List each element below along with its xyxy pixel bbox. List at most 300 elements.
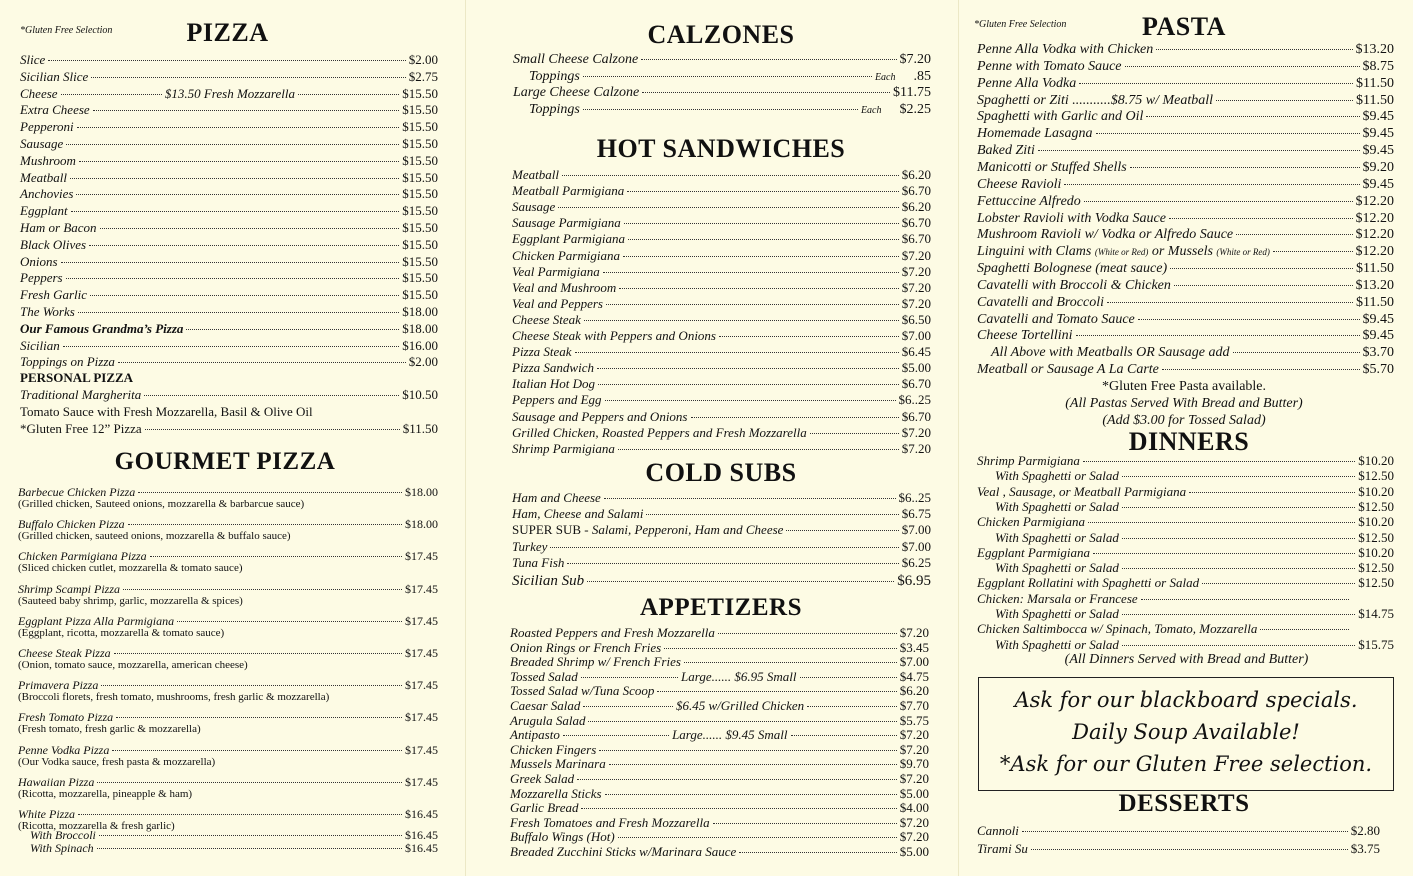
menu-item-sausage-parmigiana	[512, 215, 931, 231]
menu-item-name: Ham, Cheese and Salami	[512, 506, 644, 522]
item-size-options: $6.45 w/Grilled Chicken	[676, 698, 805, 713]
menu-item-name: Mozzarella Sticks	[510, 785, 602, 801]
menu-item-name: Chicken Fingers	[510, 741, 597, 757]
menu-item-price: $11.50	[1356, 92, 1394, 108]
menu-item-fresh-garlic	[20, 287, 438, 303]
pasta-heading: PASTA	[1142, 12, 1226, 41]
menu-item-price: $17.45	[405, 710, 438, 725]
menu-item-veal-sausage-or-meatball-parmigiana	[977, 484, 1394, 500]
menu-item-with-spaghetti-or-salad	[995, 560, 1394, 576]
menu-item-name: Sausage and Peppers and Onions	[512, 408, 688, 424]
menu-item-price: $11.50	[1356, 294, 1394, 310]
menu-item-price: $7.20	[901, 424, 931, 440]
menu-item-price: $6.70	[901, 376, 931, 392]
menu-item-name: Penne Alla Vodka with Chicken	[977, 42, 1154, 57]
menu-item-spaghetti-bolognese-meat-sauce	[977, 261, 1394, 277]
menu-item-price: $3.75	[1350, 841, 1380, 856]
menu-item-peppers-and-egg	[512, 392, 931, 408]
menu-item-name: Cheese Steak with Peppers and Onions	[512, 328, 716, 343]
menu-item-veal-parmigiana	[512, 264, 931, 280]
menu-item-price: $9.45	[1362, 328, 1394, 344]
menu-item-fresh-tomatoes-and-fresh-mozzarella	[510, 815, 929, 831]
menu-item-price: $12.50	[1358, 468, 1394, 484]
menu-item-price: $5.00	[899, 785, 929, 801]
menu-item-price: $7.20	[899, 771, 929, 786]
pasta-note-gluten: *Gluten Free Pasta available.	[1101, 379, 1267, 394]
menu-item-name: Fresh Garlic	[20, 287, 88, 303]
menu-item-eggplant	[20, 203, 438, 219]
desserts-heading: DESSERTS	[1118, 790, 1250, 817]
menu-item-our-famous-grandma-s-pizza	[20, 321, 438, 337]
menu-item-spaghetti-with-garlic-and-oil	[977, 109, 1394, 125]
menu-item-price: $15.50	[402, 85, 439, 101]
gourmet-item-description: (Grilled chicken, Sauteed onions, mozzarella & barbarcue sauce)	[18, 498, 305, 510]
menu-item-price: $17.45	[405, 613, 438, 628]
menu-item-name: Black Olives	[20, 236, 87, 252]
menu-item-breaded-zucchini-sticks-w-marinara-sauce	[510, 844, 929, 860]
menu-item-name: Eggplant Parmigiana	[512, 231, 626, 247]
menu-item-pizza-sandwich	[512, 360, 931, 376]
menu-item-chicken-parmigiana	[512, 248, 931, 264]
menu-item-price: $14.75	[1358, 606, 1394, 621]
pasta-note-salad: (Add $3.00 for Tossed Salad)	[1102, 413, 1266, 428]
menu-item-ham-and-cheese	[512, 490, 931, 506]
menu-item-price: $10.20	[1358, 544, 1394, 560]
menu-item-name: Cavatelli and Tomato Sauce	[977, 311, 1135, 327]
item-note: (White or Red)	[1094, 247, 1149, 258]
cold-subs-heading: COLD SUBS	[645, 458, 797, 487]
menu-item-name: Tossed Salad	[510, 668, 578, 684]
gourmet-item-description: (Sauteed baby shrimp, garlic, mozzarella & spices)	[18, 594, 243, 607]
menu-item-tossed-salad-w-tuna-scoop	[510, 683, 929, 699]
menu-item-price: $4.75	[899, 668, 929, 684]
menu-item-toppings	[529, 102, 931, 118]
menu-item-name	[512, 522, 783, 537]
menu-item-price: $3.70	[1362, 345, 1394, 361]
menu-item-price: $15.50	[402, 186, 438, 202]
menu-item-price: $12.50	[1358, 529, 1394, 545]
menu-item-with-spaghetti-or-salad	[995, 499, 1394, 515]
menu-item-small-cheese-calzone	[513, 52, 931, 68]
menu-item-large-cheese-calzone	[513, 85, 931, 101]
menu-item-name: Onion Rings or French Fries	[510, 639, 662, 655]
menu-item-price: $7.20	[901, 295, 931, 311]
menu-item-price: $7.20	[899, 741, 929, 757]
appetizers-heading: APPETIZERS	[640, 594, 802, 621]
menu-item-cavatelli-and-broccoli	[977, 295, 1394, 311]
menu-item-tirami-su	[977, 841, 1380, 857]
menu-item-name: Sausage	[20, 136, 64, 151]
menu-item-name	[977, 244, 1270, 260]
menu-item-mushroom	[20, 153, 438, 169]
menu-item-ham-or-bacon	[20, 220, 438, 236]
menu-item-price: $17.45	[405, 742, 438, 757]
menu-item-cavatelli-with-broccoli-chicken	[977, 278, 1394, 294]
menu-item-price: $15.50	[402, 102, 438, 118]
menu-item-name: Sausage Parmigiana	[512, 215, 621, 231]
menu-item-price: $17.45	[405, 774, 438, 789]
menu-item-black-olives	[20, 237, 438, 253]
menu-item-name: Fresh Tomatoes and Fresh Mozzarella	[510, 814, 710, 830]
menu-item-name: Veal and Peppers	[512, 295, 603, 311]
menu-item-italian-hot-dog	[512, 376, 931, 392]
menu-item-name: Homemade Lasagna	[977, 126, 1093, 142]
menu-item-price: $15.75	[1358, 636, 1394, 652]
menu-item-name: Sausage	[512, 199, 556, 215]
menu-item-name: Cavatelli with Broccoli & Chicken	[977, 277, 1171, 293]
menu-item-price: $15.50	[402, 203, 438, 219]
item-size-options: Large...... $6.95 Small	[681, 668, 797, 684]
menu-item-toppings-on-pizza	[20, 354, 438, 370]
menu-item-grilled-chicken-roasted-peppers-and-fresh-mozzarella	[512, 425, 931, 441]
specials-line-soup: Daily Soup Available!	[1072, 720, 1300, 744]
menu-item-name: Shrimp Parmigiana	[512, 440, 615, 456]
menu-item-price: .85	[913, 68, 931, 84]
menu-item-price: $7.20	[899, 727, 930, 743]
menu-item-slice	[20, 52, 438, 68]
menu-item-name: Cannoli	[977, 823, 1019, 838]
specials-box	[978, 677, 1394, 791]
menu-item-price: $12.20	[1355, 210, 1394, 226]
menu-column-sandwiches	[465, 0, 959, 876]
menu-item-name: Roasted Peppers and Fresh Mozzarella	[510, 625, 715, 640]
menu-item-price: $11.50	[1356, 75, 1394, 91]
menu-item-name: Veal , Sausage, or Meatball Parmigiana	[977, 483, 1187, 499]
menu-item-name: Antipasto	[510, 727, 560, 743]
menu-item-name: Breaded Zucchini Sticks w/Marinara Sauce	[510, 844, 737, 859]
menu-item-price: $11.75	[893, 85, 931, 100]
menu-item-price: $9.45	[1362, 176, 1394, 192]
menu-item-veal-and-peppers	[512, 296, 931, 312]
menu-item-price: $7.20	[899, 52, 931, 67]
menu-item-turkey	[512, 539, 931, 555]
menu-item-price: $6..25	[898, 490, 931, 505]
menu-item-price: $7.20	[901, 440, 931, 456]
gourmet-item-description: (Sliced chicken cutlet, mozzarella & tomato sauce)	[18, 562, 243, 575]
menu-item-price: $2.00	[408, 52, 438, 67]
menu-item-name: With Spaghetti or Salad	[995, 636, 1119, 652]
menu-item-penne-with-tomato-sauce	[977, 59, 1394, 75]
menu-item-name: Sicilian	[20, 337, 60, 353]
menu-item-tossed-salad	[510, 669, 929, 685]
menu-item-price: $7.20	[899, 829, 929, 845]
menu-item-name: Grilled Chicken, Roasted Peppers and Fresh Mozzarella	[512, 424, 807, 440]
menu-item-the-works	[20, 304, 438, 320]
menu-item-name: Veal Parmigiana	[512, 263, 600, 279]
menu-item-salami-pepperoni-ham-and-cheese	[512, 522, 931, 538]
menu-item-price: $15.50	[402, 119, 438, 135]
specials-line-gluten: *Ask for our Gluten Free selection.	[999, 752, 1373, 776]
menu-item-price: $7.20	[901, 263, 931, 279]
menu-item-price: $5.70	[1362, 362, 1394, 378]
menu-item-price: $12.20	[1355, 193, 1394, 209]
menu-item-name: Baked Ziti	[977, 143, 1035, 159]
menu-item-traditional-margherita	[20, 387, 438, 403]
menu-item-price: $12.20	[1355, 244, 1394, 260]
menu-item-price: $7.20	[899, 814, 929, 830]
menu-item-price: $11.50	[1356, 261, 1394, 277]
menu-item-mozzarella-sticks	[510, 786, 929, 802]
menu-item-name: With Spaghetti or Salad	[995, 529, 1119, 545]
gluten-free-note-pasta: *Gluten Free Selection	[974, 19, 1067, 30]
menu-item-penne-alla-vodka-with-chicken	[977, 42, 1394, 58]
menu-item-name: Cheese Steak	[512, 311, 581, 327]
item-each: Each	[874, 71, 896, 83]
menu-item-name: Traditional Margherita	[20, 387, 142, 402]
menu-item-with-spinach	[30, 841, 438, 857]
menu-item-spaghetti-or-ziti-8-75-w-meatball	[977, 93, 1394, 109]
menu-item-antipasto	[510, 727, 929, 743]
menu-item-price: $17.45	[405, 678, 438, 693]
menu-item-price: $10.20	[1358, 514, 1394, 530]
menu-item-price: $2.00	[408, 354, 438, 370]
menu-item-veal-and-mushroom	[512, 280, 931, 296]
menu-item-price: $12.50	[1358, 575, 1394, 591]
menu-item-name: Cheese Steak Pizza	[18, 646, 111, 660]
menu-item-name: Tuna Fish	[512, 554, 565, 570]
menu-item-price: $6.20	[899, 683, 929, 699]
menu-item-price: $5.00	[899, 844, 929, 859]
menu-item-name: Tossed Salad w/Tuna Scoop	[510, 683, 655, 699]
menu-item-name: Meatball	[512, 167, 559, 182]
menu-item-price: $12.20	[1355, 227, 1394, 243]
menu-item-price: $15.50	[402, 136, 438, 151]
menu-item-price: $7.20	[899, 625, 929, 640]
menu-item-name: With Spaghetti or Salad	[995, 560, 1119, 576]
menu-item-homemade-lasagna	[977, 126, 1394, 142]
item-note: (White or Red)	[1216, 247, 1270, 258]
menu-item-name: Our Famous Grandma’s Pizza	[20, 320, 184, 336]
menu-item-price: $12.50	[1358, 560, 1394, 576]
menu-item-name: Cheese	[20, 85, 58, 101]
menu-item-name: Manicotti or Stuffed Shells	[977, 159, 1127, 175]
menu-item-price: $6.45	[901, 344, 931, 360]
menu-item-chicken-saltimbocca-w-spinach-tomato-mozzarella	[977, 621, 1349, 637]
menu-item-price: $5.00	[901, 360, 931, 376]
menu-item-name: Veal and Mushroom	[512, 279, 617, 295]
menu-item-name: Chicken Parmigiana	[512, 247, 620, 263]
menu-item-tuna-fish	[512, 555, 931, 571]
menu-item-name: Peppers and Egg	[512, 392, 602, 408]
menu-item-price: $5.75	[899, 712, 929, 728]
menu-item-price: $6.70	[901, 183, 931, 199]
menu-item-lobster-ravioli-with-vodka-sauce	[977, 211, 1394, 227]
dinners-heading: DINNERS	[1128, 427, 1250, 456]
menu-item-onion-rings-or-french-fries	[510, 640, 929, 656]
menu-item-cannoli	[977, 823, 1380, 839]
menu-item-mushroom-ravioli-w-vodka-or-alfredo-sauce	[977, 227, 1394, 243]
menu-item-garlic-bread	[510, 800, 929, 816]
menu-item-name: Meatball or Sausage A La Carte	[977, 362, 1159, 378]
menu-item-name: With Spaghetti or Salad	[995, 468, 1119, 484]
menu-item-price: $15.50	[402, 169, 438, 185]
menu-item-meatball	[20, 170, 438, 186]
menu-item-name: Greek Salad	[510, 771, 575, 786]
menu-item-price: $15.50	[402, 236, 438, 252]
menu-item-meatball	[512, 167, 931, 183]
gourmet-pizza-heading: GOURMET PIZZA	[114, 448, 336, 475]
menu-item-cavatelli-and-tomato-sauce	[977, 312, 1394, 328]
menu-item-price: $9.45	[1362, 109, 1394, 125]
menu-item-name: With Broccoli	[30, 828, 96, 842]
menu-item-name: Toppings	[529, 101, 580, 117]
menu-item-name: Meatball Parmigiana	[512, 183, 625, 199]
menu-item-price: $15.50	[402, 270, 438, 286]
menu-item-price: $15.50	[402, 152, 438, 168]
menu-item-name: Turkey	[512, 538, 548, 554]
menu-item-peppers	[20, 270, 438, 286]
menu-item-price: $9.45	[1362, 143, 1394, 159]
menu-item-name: Spaghetti Bolognese (meat sauce)	[977, 261, 1168, 277]
menu-item-price: $6.25	[901, 554, 931, 570]
menu-item-price: $6.70	[901, 231, 931, 247]
menu-item-price: $15.50	[402, 287, 438, 303]
menu-item-name: Primavera Pizza	[18, 678, 99, 693]
menu-item-name: The Works	[20, 304, 75, 319]
menu-item-price: $4.00	[899, 800, 929, 816]
menu-item-price: $12.50	[1358, 498, 1394, 514]
menu-item-name: Sicilian Sub	[512, 573, 585, 589]
menu-item-price: $10.20	[1358, 483, 1394, 499]
menu-item-name: Garlic Bread	[510, 800, 579, 816]
menu-item-pizza-steak	[512, 344, 931, 360]
menu-item-name: Eggplant Rollatini with Spaghetti or Salad	[977, 575, 1200, 591]
item-extra: $13.50 Fresh Mozzarella	[164, 85, 295, 101]
hot-sandwiches-heading: HOT SANDWICHES	[596, 134, 846, 163]
menu-item-price: $2.75	[408, 68, 438, 84]
menu-item-price: $16.45	[405, 828, 438, 842]
menu-item-name: Lobster Ravioli with Vodka Sauce	[977, 210, 1166, 226]
menu-item-name: Buffalo Wings (Hot)	[510, 829, 615, 845]
item-each: Each	[860, 104, 882, 116]
menu-item-greek-salad	[510, 771, 929, 787]
menu-item-name: Eggplant	[20, 203, 68, 219]
menu-item-name: Small Cheese Calzone	[513, 52, 639, 67]
menu-item-price: $6.20	[901, 199, 931, 215]
menu-item-price: $18.00	[405, 517, 438, 532]
menu-item-name: Caesar Salad	[510, 698, 581, 713]
menu-item-toppings	[529, 69, 931, 85]
menu-item-name: Hawaiian Pizza	[18, 774, 95, 789]
menu-item-name: Chicken: Marsala or Francese	[977, 590, 1138, 606]
calzones-heading: CALZONES	[647, 20, 795, 49]
menu-item-with-spaghetti-or-salad	[995, 468, 1394, 484]
menu-item-name: Meatball	[20, 169, 67, 185]
menu-item-chicken-parmigiana	[977, 514, 1394, 530]
menu-item-price: $13.20	[1355, 42, 1394, 57]
menu-item-extra-cheese	[20, 102, 438, 118]
menu-item-name: Spaghetti or Ziti ...........$8.75 w/ Meatball	[977, 92, 1214, 108]
menu-item-price: $18.00	[402, 304, 438, 319]
menu-item-price: $15.50	[402, 253, 438, 269]
menu-item-penne-alla-vodka	[977, 76, 1394, 92]
menu-item-price: $8.75	[1362, 58, 1394, 74]
menu-item-name: Pizza Steak	[512, 344, 572, 360]
menu-item-name: Breaded Shrimp w/ French Fries	[510, 654, 681, 670]
menu-item-price: $6.70	[901, 408, 931, 424]
menu-item-cheese-ravioli	[977, 177, 1394, 193]
menu-item-price: $3.45	[899, 639, 929, 655]
dinners-note: (All Dinners Served with Bread and Butter)	[1064, 652, 1309, 667]
gourmet-item-description: (Grilled chicken, sauteed onions, mozzarella & buffalo sauce)	[18, 530, 291, 543]
menu-item-breaded-shrimp-w-french-fries	[510, 654, 929, 670]
menu-item-price: $7.00	[901, 522, 931, 538]
menu-item-name: Peppers	[20, 270, 63, 286]
pasta-note-bread: (All Pastas Served With Bread and Butter)	[1065, 396, 1303, 411]
menu-item-name: Large Cheese Calzone	[513, 85, 640, 100]
menu-item-name: Chicken Parmigiana Pizza	[18, 549, 147, 564]
menu-item-name: Cheese Ravioli	[977, 176, 1062, 192]
menu-item-linguini-with-clams	[977, 244, 1394, 260]
gourmet-item-description: (Our Vodka sauce, fresh pasta & mozzarella)	[18, 755, 216, 768]
menu-column-pasta	[958, 0, 1413, 876]
gourmet-item-description: (Onion, tomato sauce, mozzarella, american cheese)	[18, 659, 248, 671]
menu-item-name: Penne Vodka Pizza	[18, 742, 110, 757]
menu-item-name: Toppings	[529, 68, 580, 84]
menu-item-name: Eggplant Parmigiana	[977, 544, 1091, 560]
menu-item-price: $7.20	[901, 279, 931, 295]
menu-item-manicotti-or-stuffed-shells	[977, 160, 1394, 176]
menu-item-price: $13.20	[1355, 277, 1394, 293]
menu-item-onions	[20, 254, 438, 270]
gourmet-item-description: (Fresh tomato, fresh garlic & mozzarella)	[18, 723, 201, 736]
menu-item-price: $16.45	[405, 840, 438, 855]
menu-item-name: Extra Cheese	[20, 102, 90, 118]
menu-item-gluten-free-pizza: *Gluten Free 12” Pizza $11.50	[20, 421, 438, 436]
menu-item-sicilian	[20, 338, 438, 354]
menu-item-pepperoni	[20, 119, 438, 135]
menu-item-name: Penne with Tomato Sauce	[977, 58, 1122, 74]
menu-item-shrimp-parmigiana	[977, 453, 1394, 469]
menu-item-mussels-marinara	[510, 756, 929, 772]
menu-item-eggplant-parmigiana	[977, 545, 1394, 561]
menu-item-price: $16.45	[405, 807, 438, 821]
menu-item-eggplant-rollatini-with-spaghetti-or-salad	[977, 575, 1394, 591]
menu-item-with-spaghetti-or-salad	[995, 606, 1394, 622]
menu-item-name: Buffalo Chicken Pizza	[18, 517, 125, 532]
menu-item-price: $18.00	[405, 485, 438, 499]
menu-item-name: With Spaghetti or Salad	[995, 606, 1119, 621]
menu-item-name: Fresh Tomato Pizza	[18, 710, 114, 725]
item-name-text: Salami, Pepperoni, Ham and Cheese	[591, 522, 784, 538]
menu-item-price: $18.00	[402, 320, 438, 336]
menu-item-name: With Spaghetti or Salad	[995, 498, 1119, 514]
menu-item-buffalo-wings-hot	[510, 829, 929, 845]
menu-item-price: $15.50	[402, 220, 438, 235]
personal-pizza-description: Tomato Sauce with Fresh Mozzarella, Basil & Olive Oil	[20, 404, 313, 419]
menu-item-price: $17.45	[405, 549, 438, 564]
menu-item-name: Ham and Cheese	[512, 490, 601, 505]
specials-line-blackboard: Ask for our blackboard specials.	[1014, 688, 1358, 712]
menu-item-name: Mussels Marinara	[510, 756, 606, 772]
menu-item-price: $6..25	[898, 392, 931, 408]
pizza-heading: PIZZA	[186, 18, 269, 47]
menu-item-sausage	[20, 136, 438, 152]
menu-item-all-above-with-meatballs-or-sausage-add	[991, 345, 1394, 361]
menu-item-price: $2.80	[1350, 823, 1380, 838]
menu-item-price: $6.20	[901, 167, 931, 182]
menu-item-price: $9.20	[1362, 159, 1394, 175]
menu-item-shrimp-parmigiana	[512, 441, 931, 457]
menu-item-price: $6.95	[897, 573, 931, 589]
gourmet-item-description: (Ricotta, mozzarella & fresh garlic)	[18, 820, 175, 832]
menu-item-name: With Spinach	[30, 840, 94, 855]
menu-item-name: Cavatelli and Broccoli	[977, 294, 1105, 310]
menu-item-name: Slice	[20, 52, 46, 67]
menu-item-cheese-tortellini	[977, 328, 1394, 344]
item-prefix: SUPER SUB -	[512, 522, 592, 538]
menu-item-name: Pizza Sandwich	[512, 360, 594, 376]
